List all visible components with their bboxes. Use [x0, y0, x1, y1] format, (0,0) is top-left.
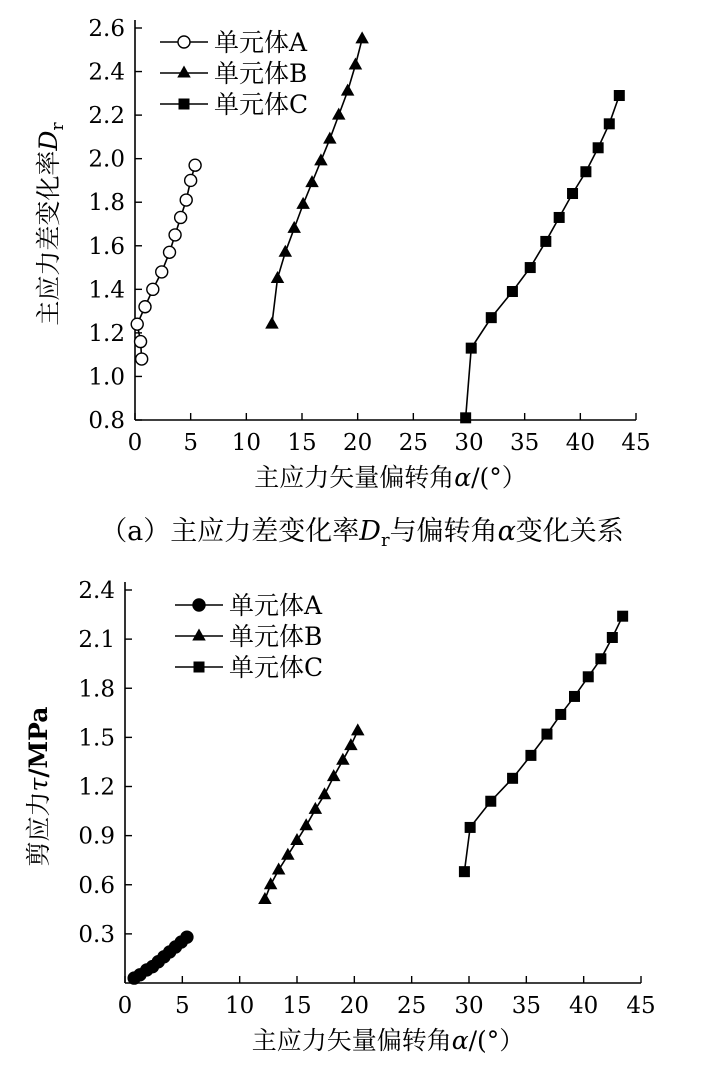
- data-point-2-10: [336, 753, 350, 765]
- series-2: [258, 723, 364, 904]
- x-tick-label: 0: [117, 993, 133, 1019]
- x-tick-label: 25: [398, 430, 428, 456]
- data-point-3-3: [486, 312, 497, 323]
- data-point-2-2: [264, 877, 278, 889]
- series-3: [460, 90, 625, 423]
- data-point-1-10: [181, 931, 193, 943]
- legend-entry-1: [175, 591, 323, 620]
- x-tick-label: 20: [343, 430, 373, 456]
- y-tick-label: 1.4: [88, 277, 125, 304]
- data-point-3-2: [465, 822, 476, 833]
- legend-entry-3: [175, 653, 323, 682]
- data-point-2-5: [296, 197, 310, 209]
- x-tick-label: 5: [183, 430, 198, 456]
- data-point-3-10: [595, 653, 606, 664]
- data-point-1-6: [156, 266, 168, 278]
- x-tick-label: 40: [569, 993, 599, 1019]
- data-point-3-6: [541, 729, 552, 740]
- y-tick-label: 1.8: [88, 190, 125, 217]
- x-tick-label: 10: [231, 430, 261, 456]
- x-tick-label: 5: [175, 993, 190, 1019]
- legend-entry-3: [160, 90, 308, 119]
- data-point-2-3: [272, 863, 286, 875]
- data-point-1-10: [180, 194, 192, 206]
- x-tick-label: 10: [225, 993, 255, 1019]
- y-tick-label: 0.3: [78, 921, 115, 948]
- legend-entry-2: [160, 59, 307, 88]
- data-point-3-2: [466, 343, 477, 354]
- data-point-3-1: [459, 866, 470, 877]
- data-point-2-2: [271, 271, 285, 283]
- data-point-3-12: [614, 90, 625, 101]
- data-point-2-4: [281, 848, 295, 860]
- data-point-2-9: [332, 108, 346, 120]
- data-point-3-9: [583, 671, 594, 682]
- data-point-3-9: [580, 166, 591, 177]
- x-tick-label: 45: [621, 430, 651, 456]
- data-point-2-3: [279, 245, 293, 257]
- series-1: [131, 159, 201, 365]
- data-point-legend-3: [194, 662, 205, 673]
- data-point-2-6: [299, 818, 313, 830]
- x-tick-label: 0: [127, 430, 143, 456]
- legend-entry-2: [175, 622, 322, 651]
- x-tick-label: 15: [282, 993, 312, 1019]
- y-tick-label: 1.8: [78, 676, 115, 703]
- x-tick-label: 35: [510, 430, 540, 456]
- series-3: [459, 611, 628, 877]
- chart-panel-2: [24, 578, 656, 1055]
- data-point-2-11: [344, 738, 358, 750]
- data-point-3-4: [507, 773, 518, 784]
- y-tick-label: 1.0: [88, 364, 125, 391]
- x-tick-label: 15: [287, 430, 317, 456]
- data-point-2-12: [355, 31, 369, 43]
- y-tick-label: 2.4: [78, 578, 115, 604]
- x-tick-label: 20: [339, 993, 369, 1019]
- legend-label: 单元体C: [214, 90, 309, 119]
- data-point-legend-1: [193, 599, 205, 611]
- y-tick-label: 0.6: [78, 872, 115, 899]
- y-tick-label: 1.2: [78, 774, 115, 801]
- series-1: [128, 931, 193, 984]
- data-point-2-7: [309, 802, 323, 814]
- data-point-3-8: [567, 188, 578, 199]
- data-point-legend-2: [177, 66, 191, 78]
- data-point-3-5: [525, 750, 536, 761]
- y-axis-label: 剪应力τ/MPa: [24, 706, 53, 867]
- data-point-1-1: [136, 353, 148, 365]
- y-tick-label: 0.9: [78, 823, 115, 850]
- legend-label: 单元体A: [214, 28, 308, 57]
- y-tick-label: 1.2: [88, 320, 125, 347]
- legend-label: 单元体A: [229, 591, 323, 620]
- data-point-2-12: [351, 723, 365, 735]
- data-point-3-8: [569, 691, 580, 702]
- panel-a-caption: （a）主应力差变化率$D_r$与偏转角α变化关系: [100, 516, 624, 551]
- y-tick-label: 2.6: [88, 16, 125, 42]
- y-tick-label: 2.0: [88, 146, 125, 173]
- x-tick-label: 40: [565, 430, 595, 456]
- x-tick-label: 45: [626, 993, 656, 1019]
- data-point-1-9: [175, 211, 187, 223]
- chart-panel-1: [34, 16, 651, 492]
- data-point-1-7: [164, 246, 176, 258]
- data-point-1-4: [139, 301, 151, 313]
- y-tick-label: 2.1: [78, 627, 115, 654]
- data-point-2-8: [323, 132, 337, 144]
- data-point-1-12: [189, 159, 201, 171]
- data-point-3-10: [593, 142, 604, 153]
- data-point-3-1: [460, 412, 471, 423]
- data-point-2-10: [341, 84, 355, 96]
- data-point-1-3: [131, 318, 143, 330]
- data-point-2-11: [349, 58, 363, 70]
- legend-label: 单元体C: [229, 653, 324, 682]
- y-tick-label: 1.6: [88, 233, 125, 260]
- x-tick-label: 30: [454, 993, 484, 1019]
- x-axis-label: 主应力矢量偏转角α/(°）: [251, 1026, 525, 1055]
- data-point-legend-2: [192, 629, 206, 641]
- y-tick-label: 1.5: [78, 725, 115, 752]
- data-point-3-4: [507, 286, 518, 297]
- data-point-3-5: [525, 262, 536, 273]
- data-point-1-8: [169, 229, 181, 241]
- x-tick-label: 35: [511, 993, 541, 1019]
- data-point-3-7: [555, 709, 566, 720]
- legend-entry-1: [160, 28, 308, 57]
- y-tick-label: 0.8: [88, 408, 125, 434]
- data-point-3-3: [485, 796, 496, 807]
- data-point-2-8: [318, 787, 332, 799]
- data-point-1-11: [185, 174, 197, 186]
- data-point-legend-3: [179, 99, 190, 110]
- x-tick-label: 30: [454, 430, 484, 456]
- data-point-3-11: [604, 118, 615, 129]
- data-point-2-1: [258, 892, 272, 904]
- data-point-2-9: [327, 769, 341, 781]
- data-point-1-5: [147, 283, 159, 295]
- data-point-3-12: [617, 611, 628, 622]
- data-point-2-4: [287, 221, 301, 233]
- data-point-3-6: [540, 236, 551, 247]
- x-axis-label: 主应力矢量偏转角α/(°）: [254, 463, 527, 492]
- legend-label: 单元体B: [214, 59, 308, 88]
- data-point-2-5: [290, 833, 304, 845]
- y-axis-label: 主应力差变化率$D_r$: [34, 122, 68, 326]
- y-tick-label: 2.2: [88, 103, 125, 130]
- x-tick-label: 25: [397, 993, 427, 1019]
- data-point-3-7: [554, 212, 565, 223]
- data-point-2-1: [265, 317, 279, 329]
- legend-label: 单元体B: [229, 622, 323, 651]
- data-point-2-6: [305, 175, 319, 187]
- data-point-3-11: [607, 632, 618, 643]
- data-point-legend-1: [178, 36, 190, 48]
- y-tick-label: 2.4: [88, 59, 125, 86]
- data-point-2-7: [314, 153, 328, 165]
- data-point-1-2: [135, 336, 147, 348]
